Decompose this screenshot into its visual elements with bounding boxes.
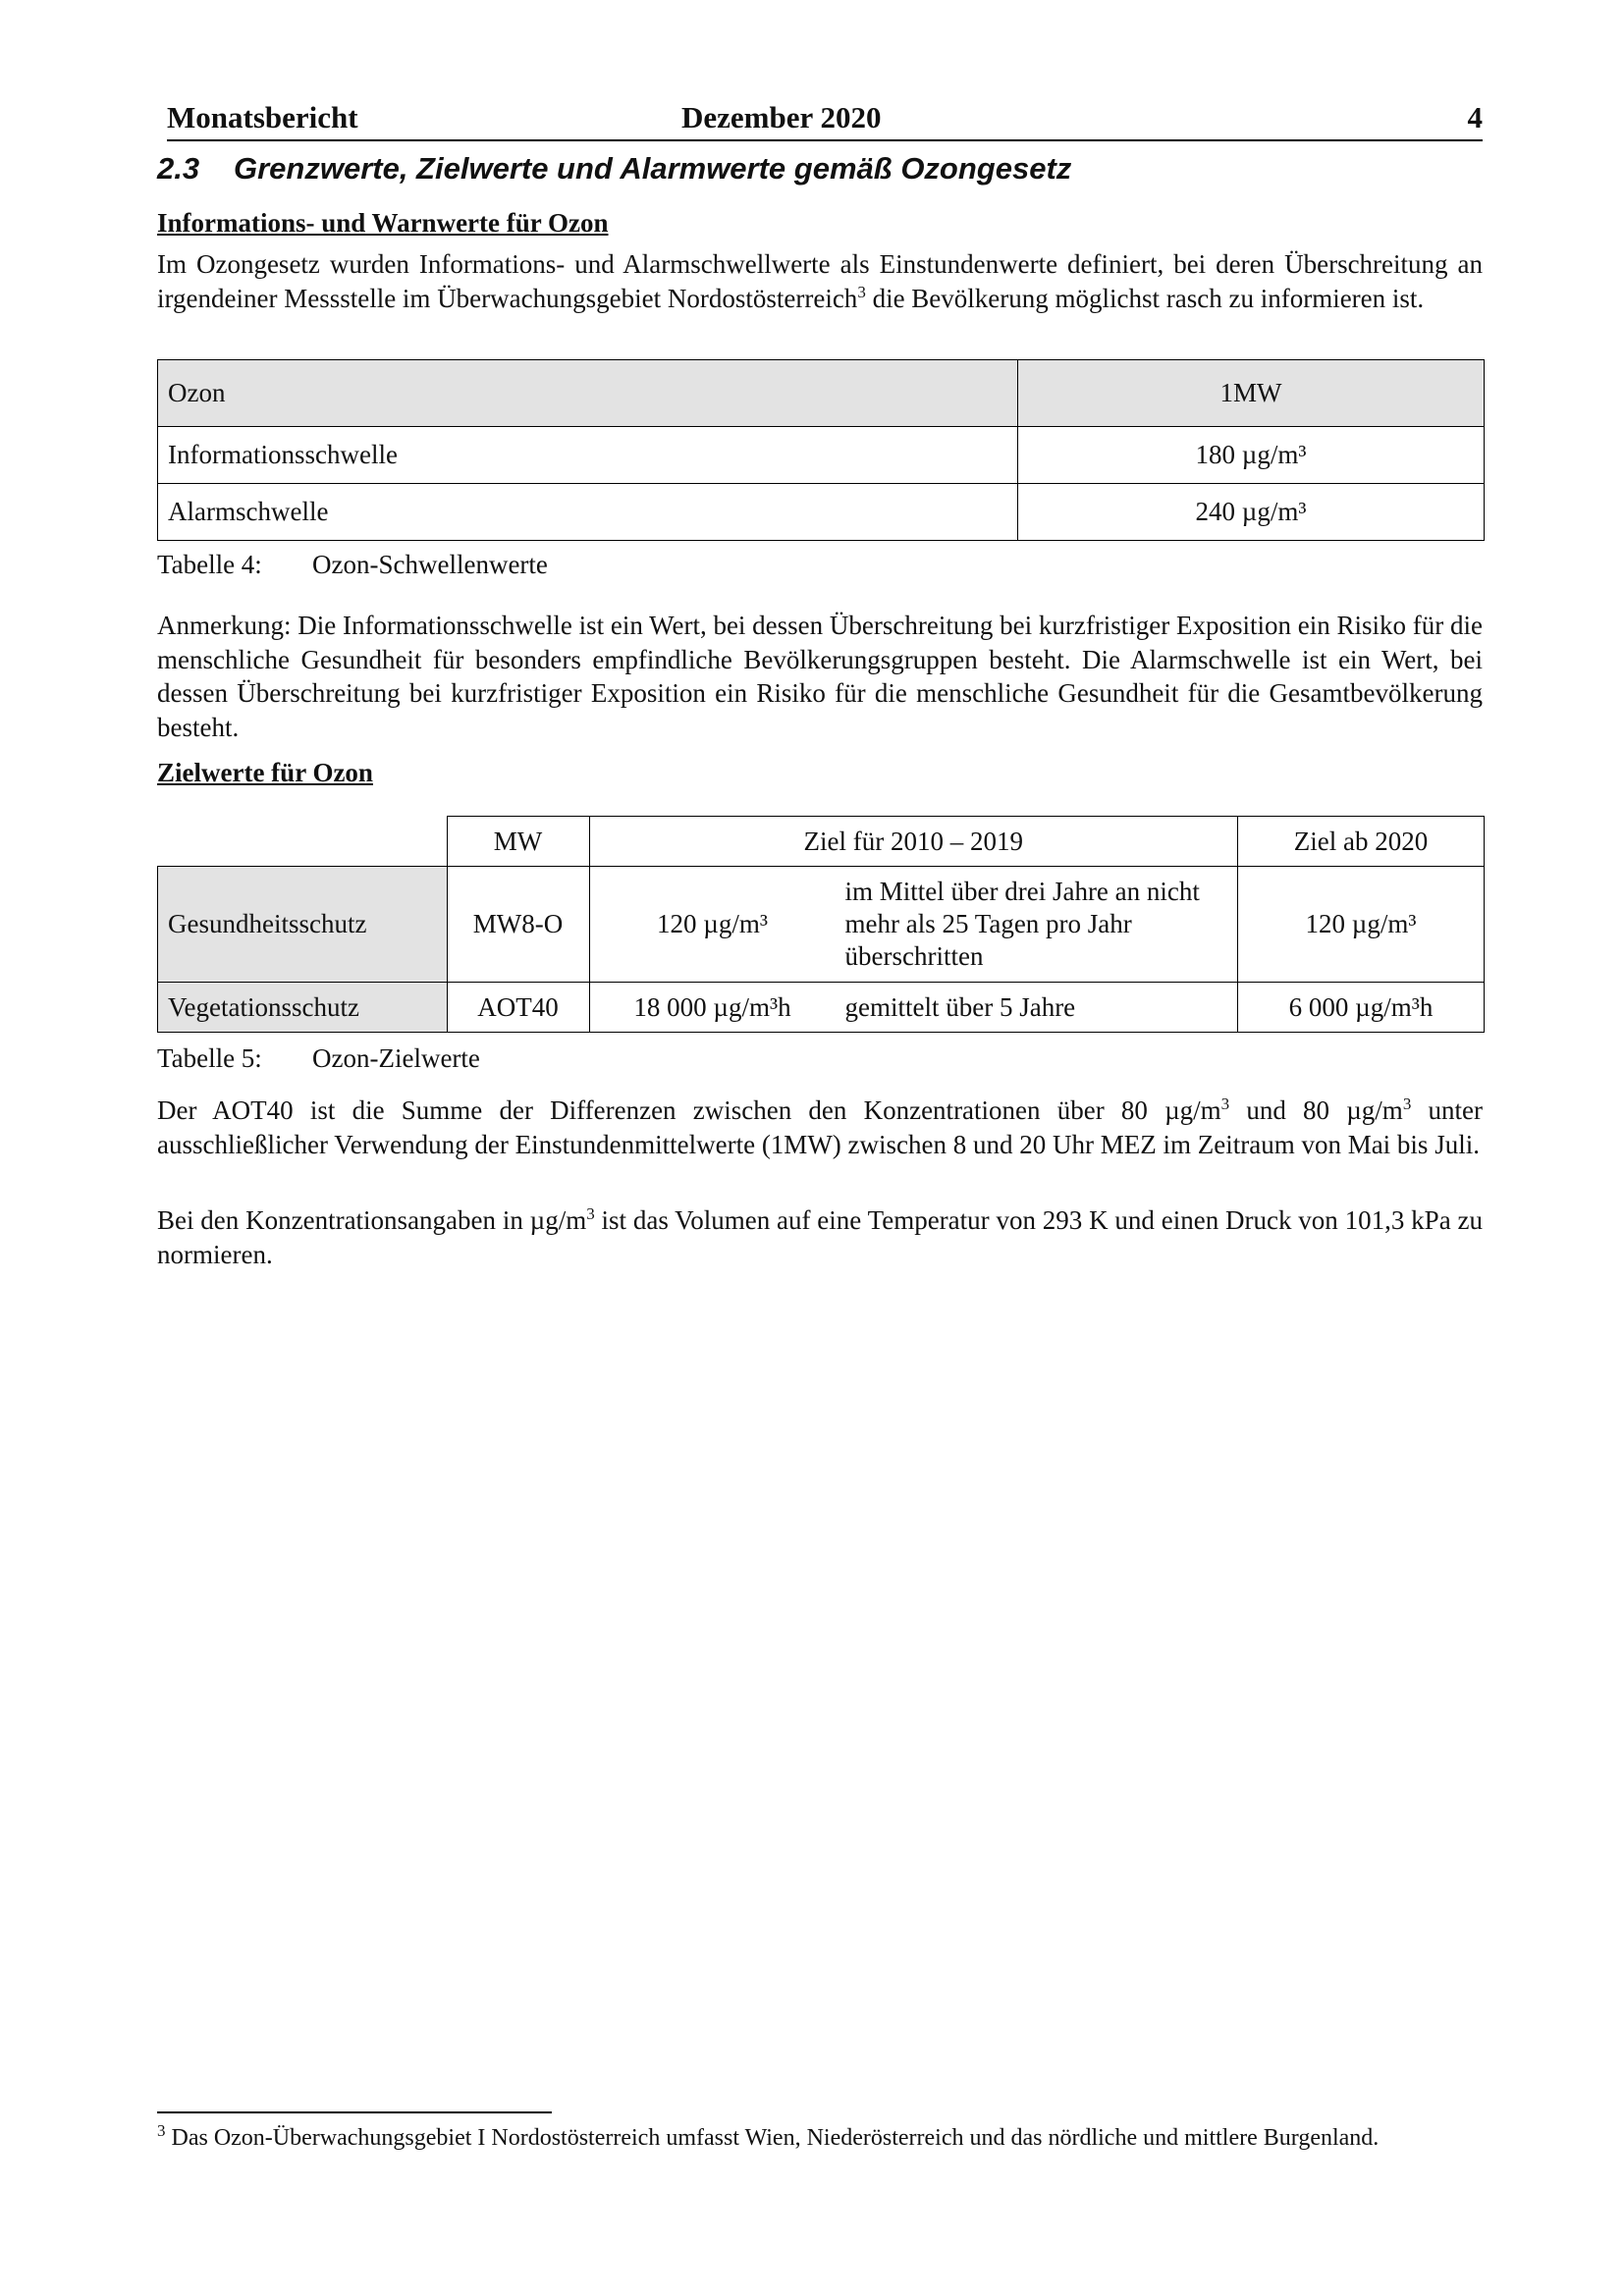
- row-label: Informationsschwelle: [158, 427, 1018, 484]
- footnote-ref: 3: [857, 282, 866, 301]
- footnote: [157, 2121, 1380, 2152]
- intro-paragraph: [157, 247, 1483, 315]
- table-header-row: [158, 817, 1485, 867]
- row-value-2020: 120 µg/m³: [1238, 867, 1485, 983]
- concentration-text: ist das Volumen auf eine Temperatur von 293 K und einen Druck von 101,3 kPa zu normieren.: [157, 1205, 1483, 1269]
- row-value-2020: 6 000 µg/m³h: [1238, 983, 1485, 1033]
- header-cell: 1MW: [1018, 360, 1485, 427]
- note-paragraph: Anmerkung: Die Informationsschwelle ist ein Wert, bei dessen Überschreitung bei kurzfristiger Exposition ein Risiko für die menschliche Gesundheit für besonders empfindliche Bevölkerungsgruppen besteht. Die Alarmschwelle ist ein Wert, bei dessen Überschreitung bei kurzfristiger Exposition ein Risiko für die menschliche Gesundheit für die Gesamtbevölkerung besteht.: [157, 611, 1484, 742]
- row-value: 240 µg/m³: [1018, 484, 1485, 541]
- footnote-separator: [157, 2111, 552, 2113]
- row-value: 120 µg/m³: [589, 867, 836, 983]
- page-header: [167, 94, 1483, 141]
- aot40-text: unter ausschließlicher Verwendung der Einstundenmittelwerte (1MW) zwischen 8 und 20 Uhr MEZ im Zeitraum von Mai bis Juli.: [157, 1095, 1483, 1159]
- section-title: Grenzwerte, Zielwerte und Alarmwerte gemäß Ozongesetz: [234, 151, 1072, 186]
- caption-text: Ozon-Schwellenwerte: [312, 550, 548, 579]
- subheading-target-values: Zielwerte für Ozon: [157, 758, 373, 787]
- intro-text-end: die Bevölkerung möglichst rasch zu informieren ist.: [865, 283, 1425, 313]
- header-page-number: 4: [1467, 100, 1483, 134]
- aot40-text: und 80 µg/m: [1229, 1095, 1403, 1125]
- footnote-text: Das Ozon-Überwachungsgebiet I Nordostösterreich umfasst Wien, Niederösterreich und das nördliche und mittlere Burgenland.: [165, 2125, 1380, 2151]
- header-cell: Ziel für 2010 – 2019: [589, 817, 1238, 867]
- concentration-paragraph: [157, 1203, 1483, 1271]
- caption-text: Ozon-Zielwerte: [312, 1043, 480, 1073]
- table-row: [158, 867, 1485, 983]
- header-month: Dezember 2020: [681, 100, 882, 134]
- row-description: im Mittel über drei Jahre an nicht mehr als 25 Tagen pro Jahr überschritten: [836, 867, 1238, 983]
- caption-label: Tabelle 4:: [157, 550, 262, 579]
- row-value: 18 000 µg/m³h: [589, 983, 836, 1033]
- superscript: 3: [1402, 1095, 1412, 1113]
- table-header-row: [158, 360, 1485, 427]
- header-cell: MW: [447, 817, 589, 867]
- target-values-table: [157, 816, 1485, 1033]
- footnote-number: 3: [157, 2121, 166, 2140]
- row-label: Vegetationsschutz: [158, 983, 448, 1033]
- row-description: gemittelt über 5 Jahre: [836, 983, 1238, 1033]
- row-label: Alarmschwelle: [158, 484, 1018, 541]
- header-cell: Ziel ab 2020: [1238, 817, 1485, 867]
- aot40-paragraph: [157, 1094, 1483, 1161]
- intro-text: Im Ozongesetz wurden Informations- und Alarmschwellwerte als Einstundenwerte definiert, bei deren Überschreitung an irgendeiner Messstelle im Überwachungsgebiet Nordostösterreich: [157, 249, 1483, 313]
- table4-caption: [157, 550, 548, 580]
- empty-corner-cell: [158, 817, 448, 867]
- row-mw: AOT40: [447, 983, 589, 1033]
- table-row: [158, 484, 1485, 541]
- row-mw: MW8-O: [447, 867, 589, 983]
- superscript: 3: [1220, 1095, 1230, 1113]
- caption-label: Tabelle 5:: [157, 1043, 262, 1073]
- row-label: Gesundheitsschutz: [158, 867, 448, 983]
- section-heading: [157, 151, 1492, 187]
- section-number: 2.3: [157, 151, 200, 186]
- row-value: 180 µg/m³: [1018, 427, 1485, 484]
- header-cell: Ozon: [158, 360, 1018, 427]
- aot40-text: Der AOT40 ist die Summe der Differenzen zwischen den Konzentrationen über 80 µg/m: [157, 1095, 1221, 1125]
- table5-caption: [157, 1043, 480, 1074]
- subheading-info-warn: Informations- und Warnwerte für Ozon: [157, 208, 609, 238]
- table-row: [158, 983, 1485, 1033]
- superscript: 3: [586, 1204, 595, 1223]
- threshold-table: [157, 359, 1485, 541]
- table-row: [158, 427, 1485, 484]
- header-report-title: Monatsbericht: [167, 100, 358, 134]
- concentration-text: Bei den Konzentrationsangaben in µg/m: [157, 1205, 587, 1235]
